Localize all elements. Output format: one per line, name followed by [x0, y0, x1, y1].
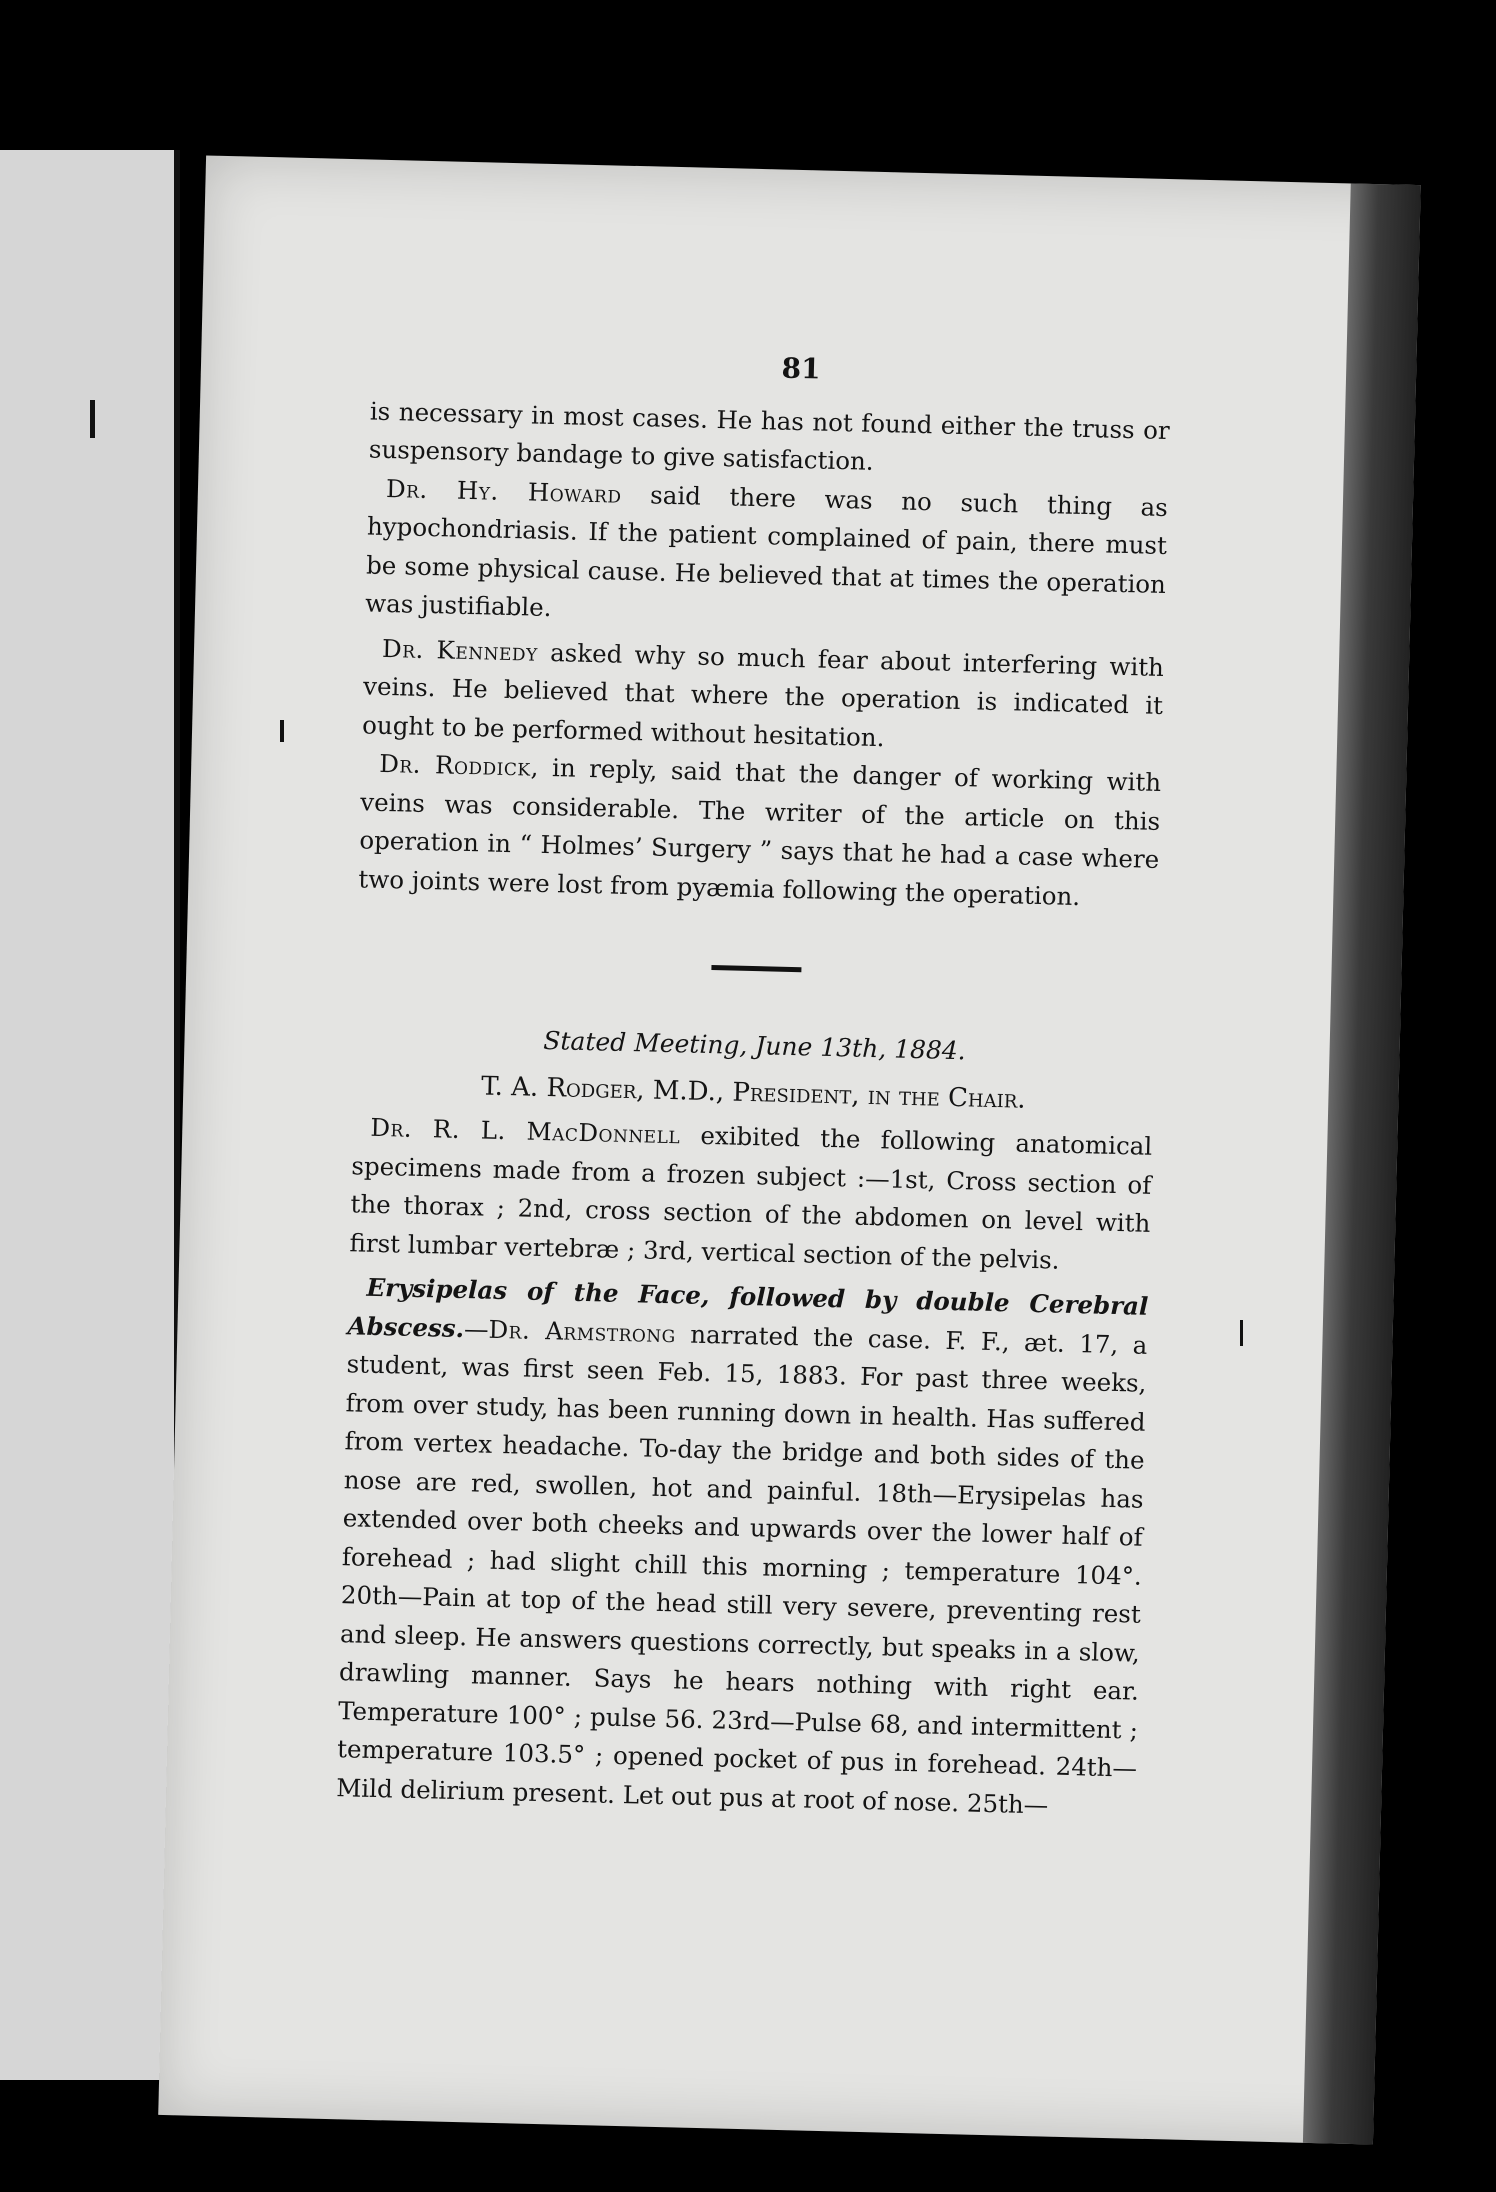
paragraph-text: narrated the case. F. F., æt. 17, a student, was first seen Feb. 15, 1883. For past three weeks, from over study, has been running down in health. Has suffered from vertex headache. To-day the bridge and both sides of the nose are red, swollen, hot and painful. 18th—Erysipelas has extended over both cheeks and upwards over the lower half of forehead ; had slight chill this morning ; temperature 104°. 20th—Pain at top of the head still very severe, preventing rest and sleep. He answers questions correctly, but speaks in a slow, drawling manner. Says he hears nothing with right ear. Temperature 100° ; pulse 56. 23rd—Pulse 68, and intermittent ; temperature 103.5° ; opened pocket of pus in forehead. 24th—Mild delirium present. Let out pus at root of nose. 25th—	[335, 1318, 1148, 1820]
page-number: 81	[781, 351, 821, 386]
speaker-name: Dr. Roddick	[378, 748, 532, 782]
scan-mark	[90, 400, 95, 438]
speaker-name: Dr. Armstrong	[488, 1314, 677, 1348]
scanned-page	[158, 155, 1421, 2144]
case-dash: —	[463, 1313, 489, 1344]
speaker-name: Dr. Kennedy	[381, 633, 539, 667]
scan-mark	[280, 720, 284, 742]
section-divider	[711, 965, 801, 972]
paragraph-case-report	[336, 1268, 1149, 1826]
speaker-name: Dr. R. L. MacDonnell	[370, 1112, 681, 1150]
paragraph-howard	[365, 469, 1169, 642]
speaker-name: Dr. Hy. Howard	[385, 473, 622, 509]
paragraph-macdonnell	[349, 1108, 1153, 1281]
paragraph-kennedy	[362, 629, 1165, 764]
paragraph-text: is necessary in most cases. He has not found either the truss or suspensory bandage to give satisfaction.	[368, 396, 1171, 476]
paragraph-text: said there was no such thing as hypochondriasis. If the patient complained of pain, there must be some physical cause. He believed that at times the operation was justifiable.	[364, 479, 1169, 623]
meeting-title: Stated Meeting, June 13th, 1884.	[542, 1025, 967, 1066]
page-text	[336, 340, 1172, 1827]
paragraph-roddick	[358, 744, 1162, 917]
case-title: Erysipelas of the Face, followed by double Cerebral Abscess.	[347, 1272, 1149, 1343]
page-edge-shadow	[1303, 183, 1421, 2144]
left-facing-page	[0, 150, 180, 2080]
paragraph-text: , in reply, said that the danger of working with veins was considerable. The writer of the article on this operation in “ Holmes’ Surgery ” says that he had a case where two joints were lost from pyæmia following the operation.	[358, 752, 1162, 911]
scan-mark	[1240, 1320, 1243, 1346]
paragraph-text: asked why so much fear about interfering with veins. He believed that where the operation is indicated it ought to be performed without hesitation.	[361, 637, 1165, 752]
chair-line: T. A. Rodger, M.D., President, in the Chair.	[480, 1070, 1026, 1115]
paragraph-text: exibited the following anatomical specimens made from a frozen subject :—1st, Cross section of the thorax ; 2nd, cross section of the abdomen on level with first lumbar vertebræ ; 3rd, vertical section of the pelvis.	[349, 1120, 1153, 1275]
